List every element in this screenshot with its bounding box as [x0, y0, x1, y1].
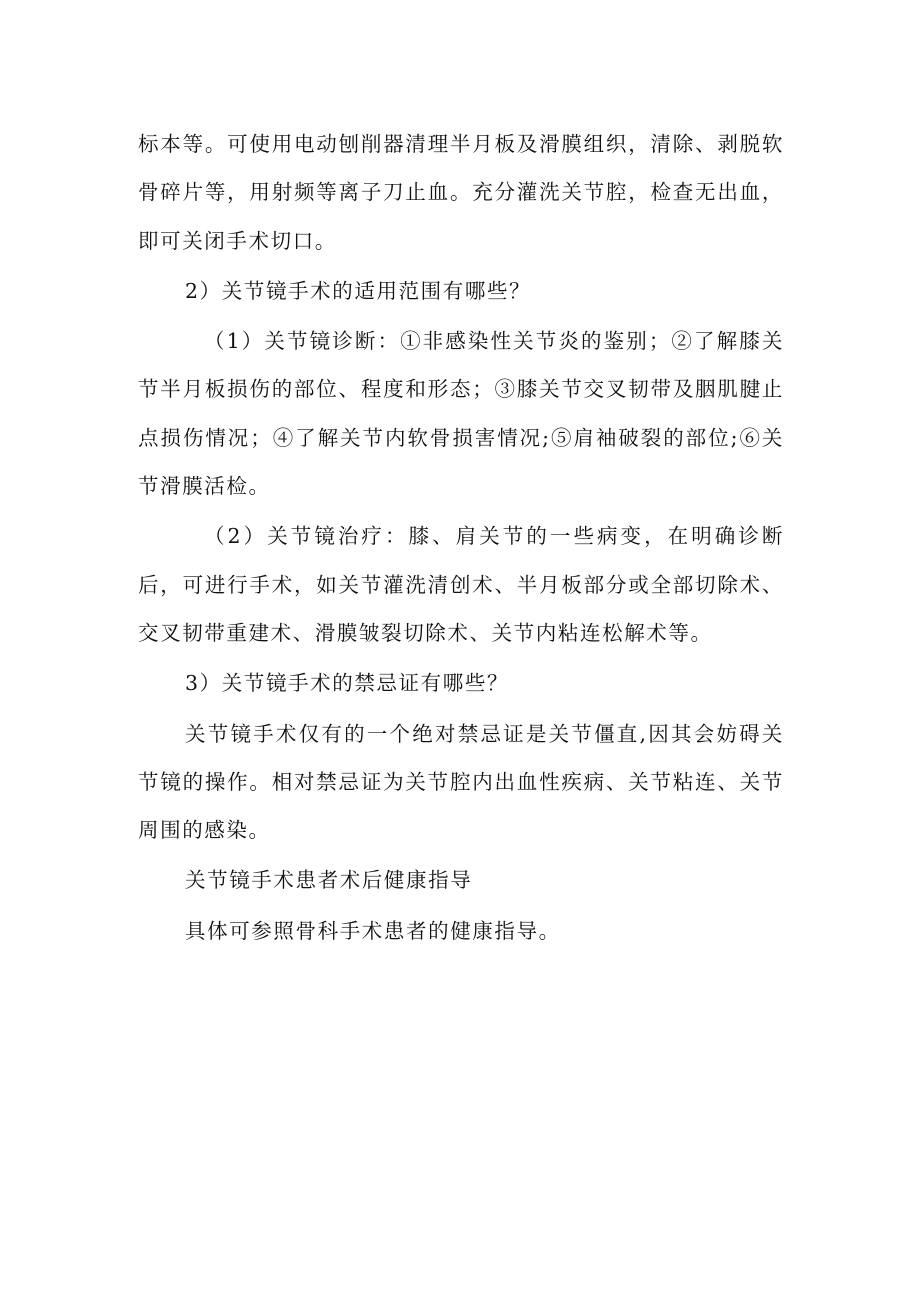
heading-postoperative-guidance: 关节镜手术患者术后健康指导: [185, 868, 473, 893]
paragraph-contraindications: 关节镜手术仅有的一个绝对禁忌证是关节僵直,因其会妨碍关节镜的操作。相对禁忌证为关节腔内出血性疾病、关节粘连、关节周围的感染。: [138, 721, 784, 843]
heading-contraindications: 3）关节镜手术的禁忌证有哪些？: [185, 671, 510, 696]
document-body: [138, 120, 784, 955]
paragraph-postoperative-guidance: 具体可参照骨科手术患者的健康指导。: [185, 918, 561, 943]
paragraph-procedure-end: 标本等。可使用电动刨削器清理半月板及滑膜组织，清除、剥脱软骨碎片等，用射频等离子刀止血。充分灌洗关节腔，检查无出血，即可关闭手术切口。: [138, 132, 784, 253]
paragraph-diagnosis: （1）关节镜诊断：①非感染性关节炎的鉴别；②了解膝关节半月板损伤的部位、程度和形态；③膝关节交叉韧带及胭肌腱止点损伤情况；④了解关节内软骨损害情况;⑤肩袖破裂的部位;⑥关节滑膜活检。: [138, 329, 784, 499]
heading-indications: 2）关节镜手术的适用范围有哪些？: [185, 278, 532, 303]
paragraph-treatment: （2）关节镜治疗：膝、肩关节的一些病变，在明确诊断后，可进行手术，如关节灌洗清创术、半月板部分或全部切除术、交叉韧带重建术、滑膜皱裂切除术、关节内粘连松解术等。: [138, 524, 784, 645]
